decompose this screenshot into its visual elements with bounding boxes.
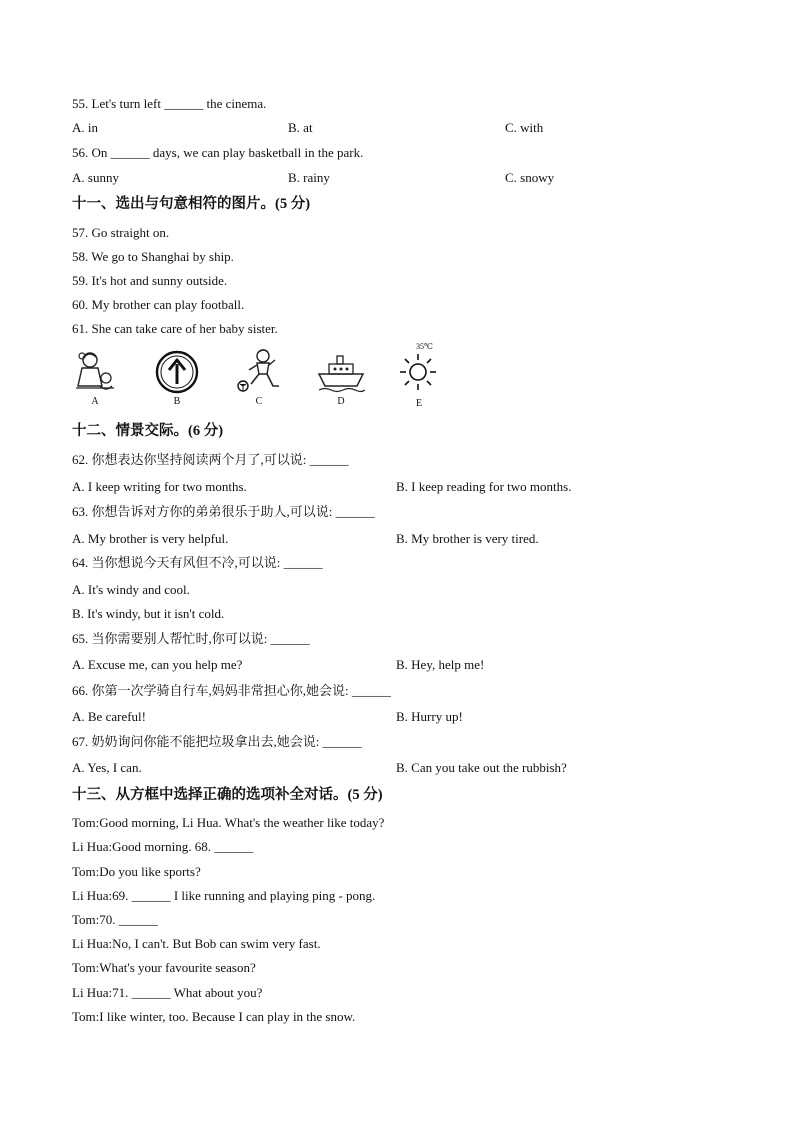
- dialogue-line: Li Hua:69. ______ I like running and playing ping - pong.: [72, 888, 376, 903]
- picture-b-label: B: [173, 396, 181, 407]
- temperature-label: 35℃: [416, 342, 433, 351]
- q66-option-a: A. Be careful!: [72, 709, 146, 724]
- q65-option-a: A. Excuse me, can you help me?: [72, 657, 243, 672]
- sun-icon: [398, 352, 438, 392]
- question-61: 61. She can take care of her baby sister.: [72, 321, 278, 336]
- dialogue-line: Tom:I like winter, too. Because I can play in the snow.: [72, 1009, 356, 1024]
- q55-option-a: A. in: [72, 120, 98, 135]
- dialogue-line: Tom:Do you like sports?: [72, 864, 201, 879]
- question-56: 56. On ______ days, we can play basketball in the park.: [72, 145, 364, 160]
- question-67: 67. 奶奶询问你能不能把垃圾拿出去,她会说: ______: [72, 734, 362, 749]
- q65-option-b: B. Hey, help me!: [396, 657, 485, 672]
- question-58: 58. We go to Shanghai by ship.: [72, 249, 234, 264]
- section-11-heading: 十一、选出与句意相符的图片。(5 分): [72, 196, 311, 212]
- question-63: 63. 你想告诉对方你的弟弟很乐于助人,可以说: ______: [72, 504, 375, 519]
- q62-option-b: B. I keep reading for two months.: [396, 479, 572, 494]
- dialogue-line: Li Hua:Good morning. 68. ______: [72, 839, 254, 854]
- boy-football-icon: [235, 348, 283, 394]
- picture-c: [234, 348, 284, 407]
- q63-option-b: B. My brother is very tired.: [396, 531, 539, 546]
- q66-option-b: B. Hurry up!: [396, 709, 463, 724]
- question-64: 64. 当你想说今天有风但不冷,可以说: ______: [72, 555, 323, 570]
- q56-option-b: B. rainy: [288, 170, 330, 185]
- straight-arrow-sign-icon: [155, 350, 199, 394]
- question-55: 55. Let's turn left ______ the cinema.: [72, 96, 267, 111]
- picture-d-label: D: [337, 396, 345, 407]
- dialogue-line: Tom:Good morning, Li Hua. What's the weather like today?: [72, 815, 385, 830]
- section-12-heading: 十二、情景交际。(6 分): [72, 423, 224, 439]
- q56-option-c: C. snowy: [505, 170, 555, 185]
- q67-option-a: A. Yes, I can.: [72, 760, 142, 775]
- q55-option-c: C. with: [505, 120, 544, 135]
- picture-b: [152, 350, 202, 407]
- section-13-heading: 十三、从方框中选择正确的选项补全对话。(5 分): [72, 787, 383, 803]
- picture-a-label: A: [91, 396, 99, 407]
- q56-option-a: A. sunny: [72, 170, 119, 185]
- picture-e-label: E: [415, 398, 423, 409]
- question-60: 60. My brother can play football.: [72, 297, 245, 312]
- picture-e: [392, 342, 446, 409]
- question-62: 62. 你想表达你坚持阅读两个月了,可以说: ______: [72, 452, 349, 467]
- question-65: 65. 当你需要别人帮忙时,你可以说: ______: [72, 631, 310, 646]
- question-59: 59. It's hot and sunny outside.: [72, 273, 228, 288]
- dialogue-line: Tom:What's your favourite season?: [72, 960, 256, 975]
- q67-option-b: B. Can you take out the rubbish?: [396, 760, 567, 775]
- q64-option-a: A. It's windy and cool.: [72, 582, 190, 597]
- q63-option-a: A. My brother is very helpful.: [72, 531, 229, 546]
- picture-a: [70, 350, 120, 407]
- girl-with-baby-icon: [72, 350, 118, 394]
- dialogue-line: Li Hua:No, I can't. But Bob can swim very fast.: [72, 936, 321, 951]
- dialogue-line: Li Hua:71. ______ What about you?: [72, 985, 263, 1000]
- picture-options: [70, 342, 450, 414]
- dialogue-line: Tom:70. ______: [72, 912, 158, 927]
- q62-option-a: A. I keep writing for two months.: [72, 479, 247, 494]
- ship-icon: [317, 354, 365, 394]
- picture-d: [316, 354, 366, 407]
- q64-option-b: B. It's windy, but it isn't cold.: [72, 606, 225, 621]
- question-57: 57. Go straight on.: [72, 225, 170, 240]
- q55-option-b: B. at: [288, 120, 313, 135]
- picture-c-label: C: [255, 396, 263, 407]
- question-66: 66. 你第一次学骑自行车,妈妈非常担心你,她会说: ______: [72, 683, 391, 698]
